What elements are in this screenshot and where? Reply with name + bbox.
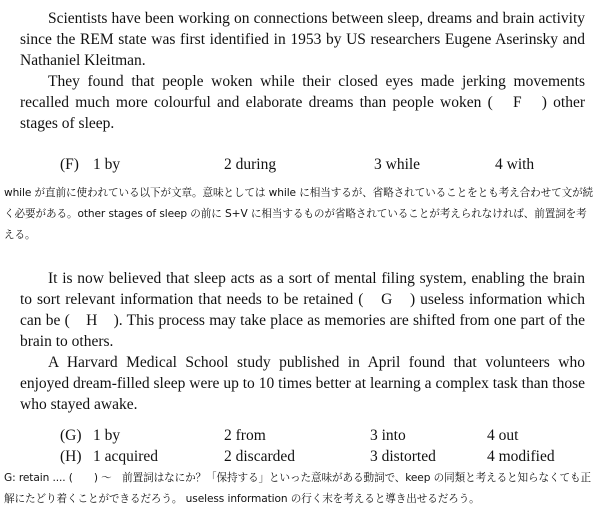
question-g-option-3: 3 into	[370, 427, 406, 444]
question-f-option-1: 1 by	[93, 156, 121, 173]
passage1-paragraph2: They found that people woken while their closed eyes made jerking movements recalled much more colourful and elaborate dreams than people woken ( F ) other stages of sleep.	[20, 73, 585, 132]
question-f-option-3: 3 while	[374, 156, 421, 173]
passage2-paragraph2: A Harvard Medical School study published in April found that volunteers who enjoyed dream-filled sleep were up to 10 times better at learning a complex task than those who stayed awake.	[20, 354, 585, 413]
question-f-options	[0, 155, 600, 175]
question-f-option-4: 4 with	[495, 156, 535, 173]
question-h-option-4: 4 modified	[487, 448, 555, 465]
question-g-option-4: 4 out	[487, 427, 519, 444]
question-f-option-2: 2 during	[224, 156, 277, 173]
question-h-option-3: 3 distorted	[370, 448, 436, 465]
question-g-option-2: 2 from	[224, 427, 266, 444]
passage1-paragraph1: Scientists have been working on connections between sleep, dreams and brain activity since the REM state was first identified in 1953 by US researchers Eugene Aserinsky and Nathaniel Kleitman.	[20, 10, 585, 69]
question-h-options	[0, 447, 600, 467]
note-f: while が直前に使われている以下が文章。意味としては while に相当するが、省略されていることをとも考え合わせて文が続く必要がある。other stages of sleep の前に S+V に相当するものが省略されていることが考えられなければ、前置詞を考える。	[4, 187, 594, 241]
note-g: G: retain .... ( ) 〜 前置詞はなにか？「保持する」といった意味がある動詞で、keep の同類と考えると知らなくても正解にたどり着くことができるだろう。 useless information の行く末を考えると導き出せるだろう。	[4, 472, 592, 505]
passage2-paragraph1: It is now believed that sleep acts as a sort of mental filing system, enabling the brain to sort relevant information that needs to be retained ( G ) useless information which can be ( H ). This process may take place as memories are shifted from one part of the brain to others.	[20, 270, 585, 350]
question-h-label: (H)	[60, 448, 82, 465]
question-g-option-1: 1 by	[93, 427, 121, 444]
question-f-label: (F)	[60, 156, 79, 173]
question-h-option-2: 2 discarded	[224, 448, 296, 465]
question-g-options	[0, 426, 600, 446]
question-h-option-1: 1 acquired	[93, 448, 158, 465]
question-g-label: (G)	[60, 427, 82, 444]
